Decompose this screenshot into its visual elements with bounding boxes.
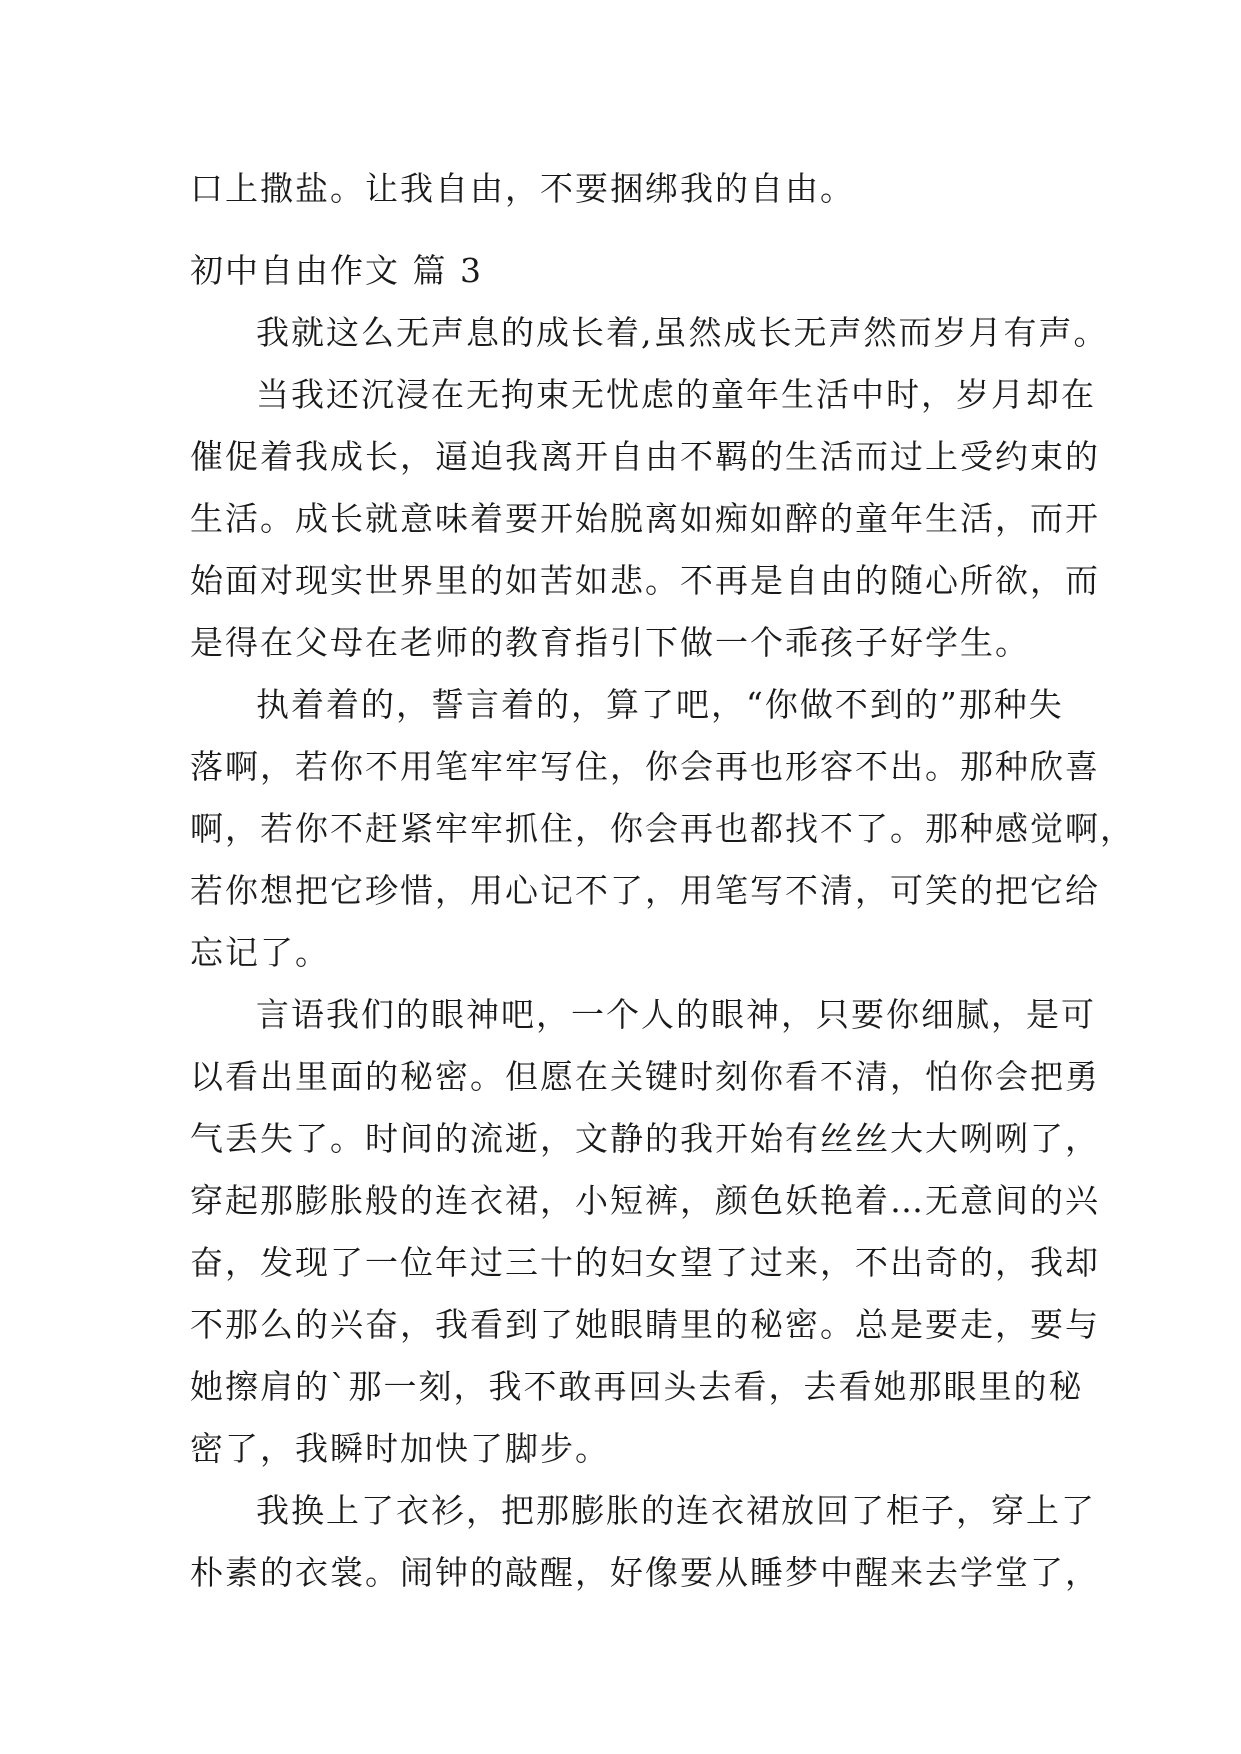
text-line: 啊，若你不赶紧牢牢抓住，你会再也都找不了。那种感觉啊，	[190, 809, 1135, 848]
text-line: 奋，发现了一位年过三十的妇女望了过来，不出奇的，我却	[190, 1243, 1100, 1282]
text-line: 是得在父母在老师的教育指引下做一个乖孩子好学生。	[190, 623, 1030, 662]
paragraph-4	[190, 984, 1100, 1480]
text-line: 不那么的兴奋，我看到了她眼睛里的秘密。总是要走，要与	[190, 1305, 1100, 1344]
text-line: 我换上了衣衫，把那膨胀的连衣裙放回了柜子，穿上了	[256, 1491, 1096, 1530]
text-line: 气丢失了。时间的流逝，文静的我开始有丝丝大大咧咧了，	[190, 1119, 1100, 1158]
paragraph-3	[190, 674, 1135, 984]
text-line: 言语我们的眼神吧，一个人的眼神，只要你细腻，是可	[256, 995, 1096, 1034]
text-line: 穿起那膨胀般的连衣裙，小短裤，颜色妖艳着…无意间的兴	[190, 1181, 1100, 1220]
text-line: 朴素的衣裳。闹钟的敲醒，好像要从睡梦中醒来去学堂了，	[190, 1553, 1100, 1592]
paragraph-1	[190, 302, 1109, 364]
paragraph-5	[190, 1480, 1100, 1604]
document-body	[190, 158, 1135, 1604]
continued-paragraph	[190, 158, 1060, 220]
text-line: 执着着的，誓言着的，算了吧，“你做不到的”那种失	[256, 685, 1064, 724]
text-line: 催促着我成长，逼迫我离开自由不羁的生活而过上受约束的	[190, 437, 1100, 476]
text-line: 当我还沉浸在无拘束无忧虑的童年生活中时，岁月却在	[256, 375, 1096, 414]
text-line: 口上撒盐。让我自由，不要捆绑我的自由。	[190, 169, 855, 208]
text-line: 若你想把它珍惜，用心记不了，用笔写不清，可笑的把它给	[190, 871, 1100, 910]
text-line: 始面对现实世界里的如苦如悲。不再是自由的随心所欲，而	[190, 561, 1100, 600]
text-line: 密了，我瞬时加快了脚步。	[190, 1429, 610, 1468]
paragraph-2	[190, 364, 1100, 674]
text-line: 她擦肩的`那一刻，我不敢再回头去看，去看她那眼里的秘	[190, 1367, 1084, 1406]
section-title: 初中自由作文 篇 3	[190, 251, 483, 290]
text-line: 我就这么无声息的成长着,虽然成长无声然而岁月有声。	[256, 313, 1109, 352]
text-line: 生活。成长就意味着要开始脱离如痴如醉的童年生活，而开	[190, 499, 1100, 538]
text-line: 落啊，若你不用笔牢牢写住，你会再也形容不出。那种欣喜	[190, 747, 1100, 786]
text-line: 忘记了。	[190, 933, 330, 972]
text-line: 以看出里面的秘密。但愿在关键时刻你看不清，怕你会把勇	[190, 1057, 1100, 1096]
